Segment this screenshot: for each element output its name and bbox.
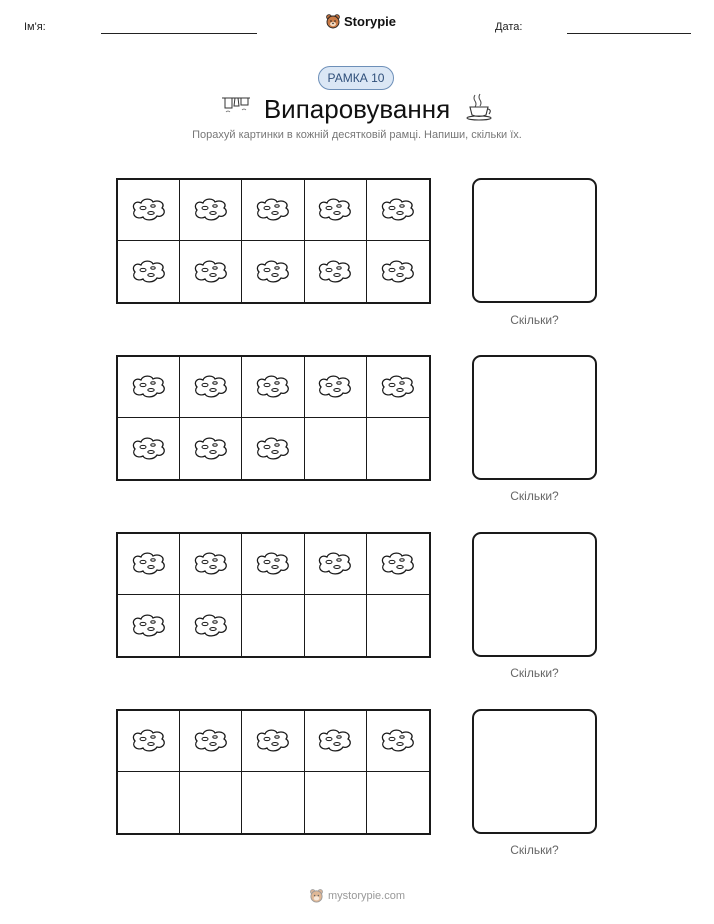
puddle-icon — [191, 259, 231, 285]
empty-cell — [305, 595, 367, 656]
date-label: Дата: — [495, 21, 523, 33]
puddle-icon — [378, 259, 418, 285]
puddle-icon — [315, 197, 355, 223]
filled-cell — [180, 180, 242, 241]
filled-cell — [367, 241, 429, 302]
bear-logo-icon — [309, 888, 324, 903]
filled-cell — [305, 534, 367, 595]
filled-cell — [180, 418, 242, 479]
filled-cell — [367, 534, 429, 595]
count-label-4: Скільки? — [510, 843, 559, 857]
filled-cell — [305, 711, 367, 772]
filled-cell — [242, 357, 304, 418]
filled-cell — [367, 357, 429, 418]
puddle-icon — [191, 374, 231, 400]
puddle-icon — [378, 374, 418, 400]
instructions: Порахуй картинки в кожній десятковій рамці. Напиши, скільки їх. — [192, 129, 522, 141]
name-label: Ім'я: — [24, 21, 46, 33]
answer-box-4[interactable] — [472, 709, 597, 834]
filled-cell — [305, 180, 367, 241]
filled-cell — [305, 357, 367, 418]
filled-cell — [242, 241, 304, 302]
filled-cell — [118, 180, 180, 241]
puddle-icon — [129, 259, 169, 285]
bear-logo-icon — [325, 13, 341, 29]
puddle-icon — [315, 728, 355, 754]
ten-frame-4 — [116, 709, 431, 835]
empty-cell — [367, 772, 429, 833]
puddle-icon — [129, 613, 169, 639]
filled-cell — [118, 595, 180, 656]
answer-box-3[interactable] — [472, 532, 597, 657]
puddle-icon — [315, 551, 355, 577]
empty-cell — [367, 595, 429, 656]
frame-type-badge: РАМКА 10 — [318, 66, 394, 90]
filled-cell — [118, 418, 180, 479]
filled-cell — [242, 180, 304, 241]
puddle-icon — [253, 728, 293, 754]
filled-cell — [180, 357, 242, 418]
filled-cell — [367, 711, 429, 772]
date-line — [567, 33, 691, 34]
puddle-icon — [378, 551, 418, 577]
answer-box-2[interactable] — [472, 355, 597, 480]
count-label-3: Скільки? — [510, 666, 559, 680]
filled-cell — [305, 241, 367, 302]
puddle-icon — [253, 436, 293, 462]
filled-cell — [242, 418, 304, 479]
puddle-icon — [253, 197, 293, 223]
filled-cell — [118, 357, 180, 418]
footer — [0, 888, 714, 903]
brand-name: Storypie — [344, 13, 397, 29]
puddle-icon — [129, 551, 169, 577]
puddle-icon — [129, 374, 169, 400]
steaming-cup-icon — [464, 92, 494, 122]
filled-cell — [180, 534, 242, 595]
empty-cell — [367, 418, 429, 479]
filled-cell — [242, 711, 304, 772]
empty-cell — [180, 772, 242, 833]
worksheet-title: Випаровування — [263, 94, 451, 124]
puddle-icon — [315, 374, 355, 400]
footer-site: mystorypie.com — [327, 889, 406, 902]
puddle-icon — [129, 728, 169, 754]
filled-cell — [242, 534, 304, 595]
empty-cell — [242, 595, 304, 656]
empty-cell — [305, 772, 367, 833]
puddle-icon — [191, 197, 231, 223]
filled-cell — [367, 180, 429, 241]
puddle-icon — [378, 197, 418, 223]
filled-cell — [118, 241, 180, 302]
empty-cell — [242, 772, 304, 833]
count-label-1: Скільки? — [510, 313, 559, 327]
filled-cell — [180, 595, 242, 656]
puddle-icon — [315, 259, 355, 285]
empty-cell — [118, 772, 180, 833]
puddle-icon — [253, 374, 293, 400]
ten-frame-1 — [116, 178, 431, 304]
brand — [325, 13, 396, 29]
ten-frame-3 — [116, 532, 431, 658]
filled-cell — [180, 711, 242, 772]
puddle-icon — [191, 551, 231, 577]
empty-cell — [305, 418, 367, 479]
filled-cell — [118, 534, 180, 595]
puddle-icon — [129, 436, 169, 462]
puddle-icon — [191, 613, 231, 639]
answer-box-1[interactable] — [472, 178, 597, 303]
name-line — [101, 33, 257, 34]
puddle-icon — [191, 436, 231, 462]
puddle-icon — [129, 197, 169, 223]
puddle-icon — [191, 728, 231, 754]
ten-frame-2 — [116, 355, 431, 481]
puddle-icon — [253, 259, 293, 285]
puddle-icon — [378, 728, 418, 754]
count-label-2: Скільки? — [510, 489, 559, 503]
filled-cell — [118, 711, 180, 772]
filled-cell — [180, 241, 242, 302]
puddle-icon — [253, 551, 293, 577]
